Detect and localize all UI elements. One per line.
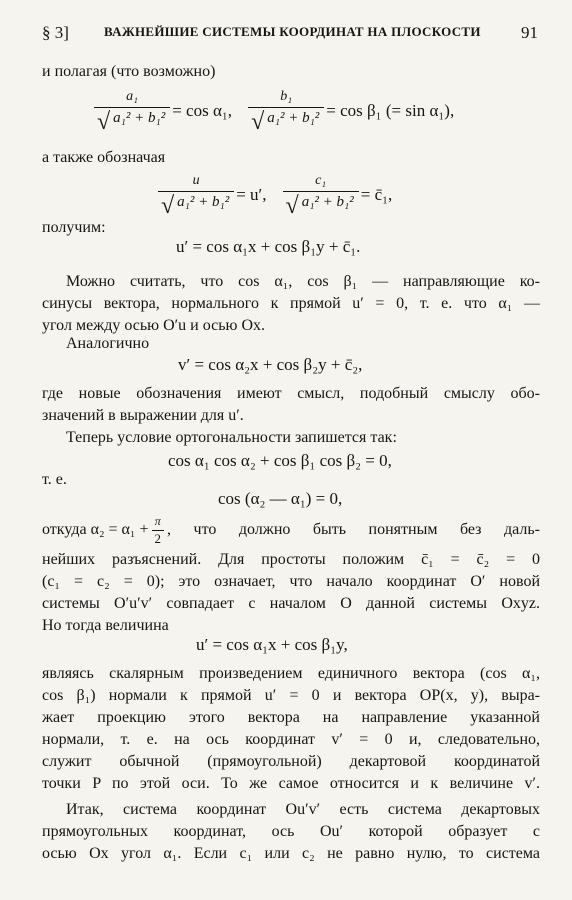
text-line: (c₁ = c₂ = 0); это означает, что начало координат O′ новой: [42, 573, 540, 590]
text-line: осью Ox угол α₁. Если c₁ или c₂ не равно нулю, то система: [42, 845, 540, 862]
numerator: b₁: [280, 89, 293, 104]
fraction: [248, 88, 324, 134]
formula-rhs: = u′,: [236, 185, 267, 205]
formula-rhs: = cos β₁ (= sin α₁),: [326, 101, 455, 121]
numerator: a₁: [126, 89, 139, 104]
text-line: Можно считать, что cos α₁, cos β₁ — направляющие ко-: [66, 273, 540, 290]
numerator: π: [154, 514, 161, 528]
radicand: a₁² + b₁²: [300, 191, 356, 213]
text-line: точки P по этой оси. То же самое относится и к величине v′.: [42, 775, 540, 792]
fraction-pi-over-2: [152, 514, 165, 547]
radicand: a₁² + b₁²: [175, 191, 231, 213]
text-line: прямоугольных координат, ось Ou′ которой образует с: [42, 823, 540, 840]
text-line: нейших разъяснений. Для простоты положим c̄₁ = c̄₂ = 0: [42, 551, 540, 568]
page-number: 91: [521, 23, 538, 42]
text-line: угол между осью O′u и осью Ox.: [42, 317, 266, 334]
formula-rhs: = c̄₁,: [360, 185, 393, 205]
fraction: [283, 172, 359, 218]
formula-v-prime: v′ = cos α₂x + cos β₂y + c̄₂,: [178, 355, 363, 374]
section-number: § 3]: [42, 23, 69, 42]
numerator: c₁: [315, 173, 327, 188]
fraction: [94, 88, 170, 134]
formula-notation: [156, 172, 392, 218]
formula-u-prime-origin: u′ = cos α₁x + cos β₁y,: [196, 635, 348, 654]
text-line: являясь скалярным произведением единичного вектора (cos α₁,: [42, 665, 540, 682]
page-header: [42, 22, 538, 46]
text-line: получим:: [42, 219, 106, 236]
text-line: Но тогда величина: [42, 617, 169, 634]
sqrt-icon: √: [161, 193, 175, 220]
text-line: cos β₁) нормали к прямой u′ = 0 и вектора OP(x, y), выра-: [42, 687, 540, 704]
denominator: [94, 107, 170, 134]
denominator: [283, 191, 359, 218]
radicand: a₁² + b₁²: [265, 107, 321, 129]
text-line: Аналогично: [66, 335, 150, 352]
denominator: 2: [152, 530, 165, 548]
formula-orthogonality: cos α₁ cos α₂ + cos β₁ cos β₂ = 0,: [168, 451, 392, 470]
text-line: служит обычной (прямоугольной) декартовой координатой: [42, 753, 540, 770]
text-line-with-fraction: [42, 514, 540, 547]
formula-direction-cosines: [92, 88, 454, 134]
text-line: т. е.: [42, 471, 67, 488]
text-line: синусы вектора, нормального к прямой u′ = 0, т. е. что α₁ —: [42, 295, 540, 312]
numerator: u: [192, 173, 200, 188]
text-line: где новые обозначения имеют смысл, подобный смыслу обо-: [42, 385, 540, 402]
text-line: а также обозначая: [42, 149, 166, 166]
text-line: Итак, система координат Ou′v′ есть система декартовых: [66, 801, 540, 818]
sqrt-icon: √: [285, 193, 299, 220]
denominator: [158, 191, 234, 218]
text-line: жает проекцию этого вектора на направление указанной: [42, 709, 540, 726]
text-fragment: откуда α₂ = α₁ +: [42, 521, 149, 539]
text-fragment: , что должно быть понятным без даль-: [167, 521, 540, 539]
denominator: [248, 107, 324, 134]
fraction: [158, 172, 234, 218]
formula-cos-difference: cos (α₂ — α₁) = 0,: [218, 489, 343, 508]
running-title: ВАЖНЕЙШИЕ СИСТЕМЫ КООРДИНАТ НА ПЛОСКОСТИ: [104, 24, 481, 39]
sqrt-icon: √: [251, 109, 265, 136]
formula-rhs: = cos α₁,: [172, 101, 233, 121]
text-line: значений в выражении для u′.: [42, 407, 244, 424]
text-line: и полагая (что возможно): [42, 63, 216, 80]
text-line: Теперь условие ортогональности запишется так:: [66, 429, 397, 446]
formula-u-prime: u′ = cos α₁x + cos β₁y + c̄₁.: [176, 237, 361, 256]
sqrt-icon: √: [97, 109, 111, 136]
radicand: a₁² + b₁²: [111, 107, 167, 129]
text-line: нормали, т. е. на ось координат v′ = 0 и, следовательно,: [42, 731, 540, 748]
text-line: системы O′u′v′ совпадает с началом O данной системы Oxyz.: [42, 595, 540, 612]
